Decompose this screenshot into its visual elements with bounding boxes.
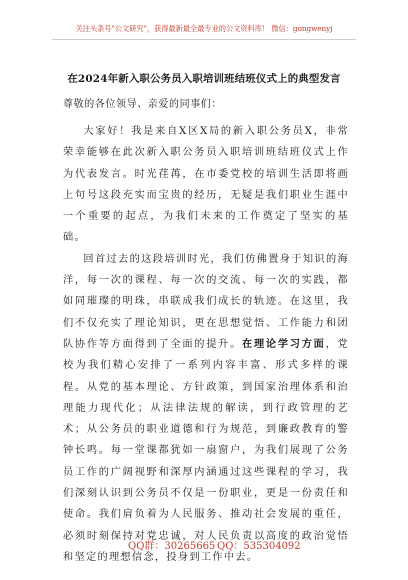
paragraph-intro: 大家好！我是来自X区X局的新入职公务员X，非常荣幸能够在此次新入职公务员入职培训班结班仪式上作为代表发言。时光荏苒，在市委党校的培训生活即将画上句号这段充实而宝贵的经历，无疑是我们职业生涯中一个重要的起点，为我们未来的工作奠定了坚实的基础。	[63, 126, 349, 244]
document-title: 在2024年新入职公务员入职培训班结班仪式上的典型发言	[67, 73, 341, 85]
salutation: 尊敬的各位领导、亲爱的同事们：	[63, 99, 222, 110]
paragraph-review	[63, 249, 349, 568]
header-note: 关注头条号"公文研究"，获得最新最全最专业的公文资料库！ 微信：gongwenyj	[75, 24, 333, 33]
paragraph-review-text-before: 回首过去的这段培训时光，我们仿佛置身于知识的海洋，每一次的课程、每一次的交流、每一次的实践，都如同璀璨的明珠，串联成我们成长的轨迹。在这里，我们不仅充实了理论知识，更在思想觉悟、工作能力和团队协作等方面得到了全面的提升。	[63, 253, 349, 350]
footer-qq-contact: QQ：535304092	[217, 541, 301, 552]
footer	[0, 537, 408, 553]
footer-qq-group: QQ群：30265665	[128, 541, 216, 552]
paragraph-review-text-after: ，党校为我们精心安排了一系列内容丰富、形式多样的课程。从党的基本理论、方针政策，到国家治理体系和治理能力现代化；从法律法规的解读，到行政管理的艺术；从公务员的职业道德和行为规范，到廉政教育的警钟长鸣。每一堂课都犹如一扇窗户，为我们展现了公务员工作的广阔视野和深厚内涵通过这些课程的学习，我们深刻认识到公务员不仅是一份职业，更是一份责任和使命。我们肩负着为人民服务、推动社会发展的重任，必须时刻保持对党忠诚，对人民负责以高度的政治觉悟和坚定的理想信念，投身到工作中去。	[63, 338, 349, 563]
header-divider	[52, 39, 356, 40]
section-heading-theory-study: 在理论学习方面	[242, 337, 326, 350]
document-body	[63, 121, 349, 568]
